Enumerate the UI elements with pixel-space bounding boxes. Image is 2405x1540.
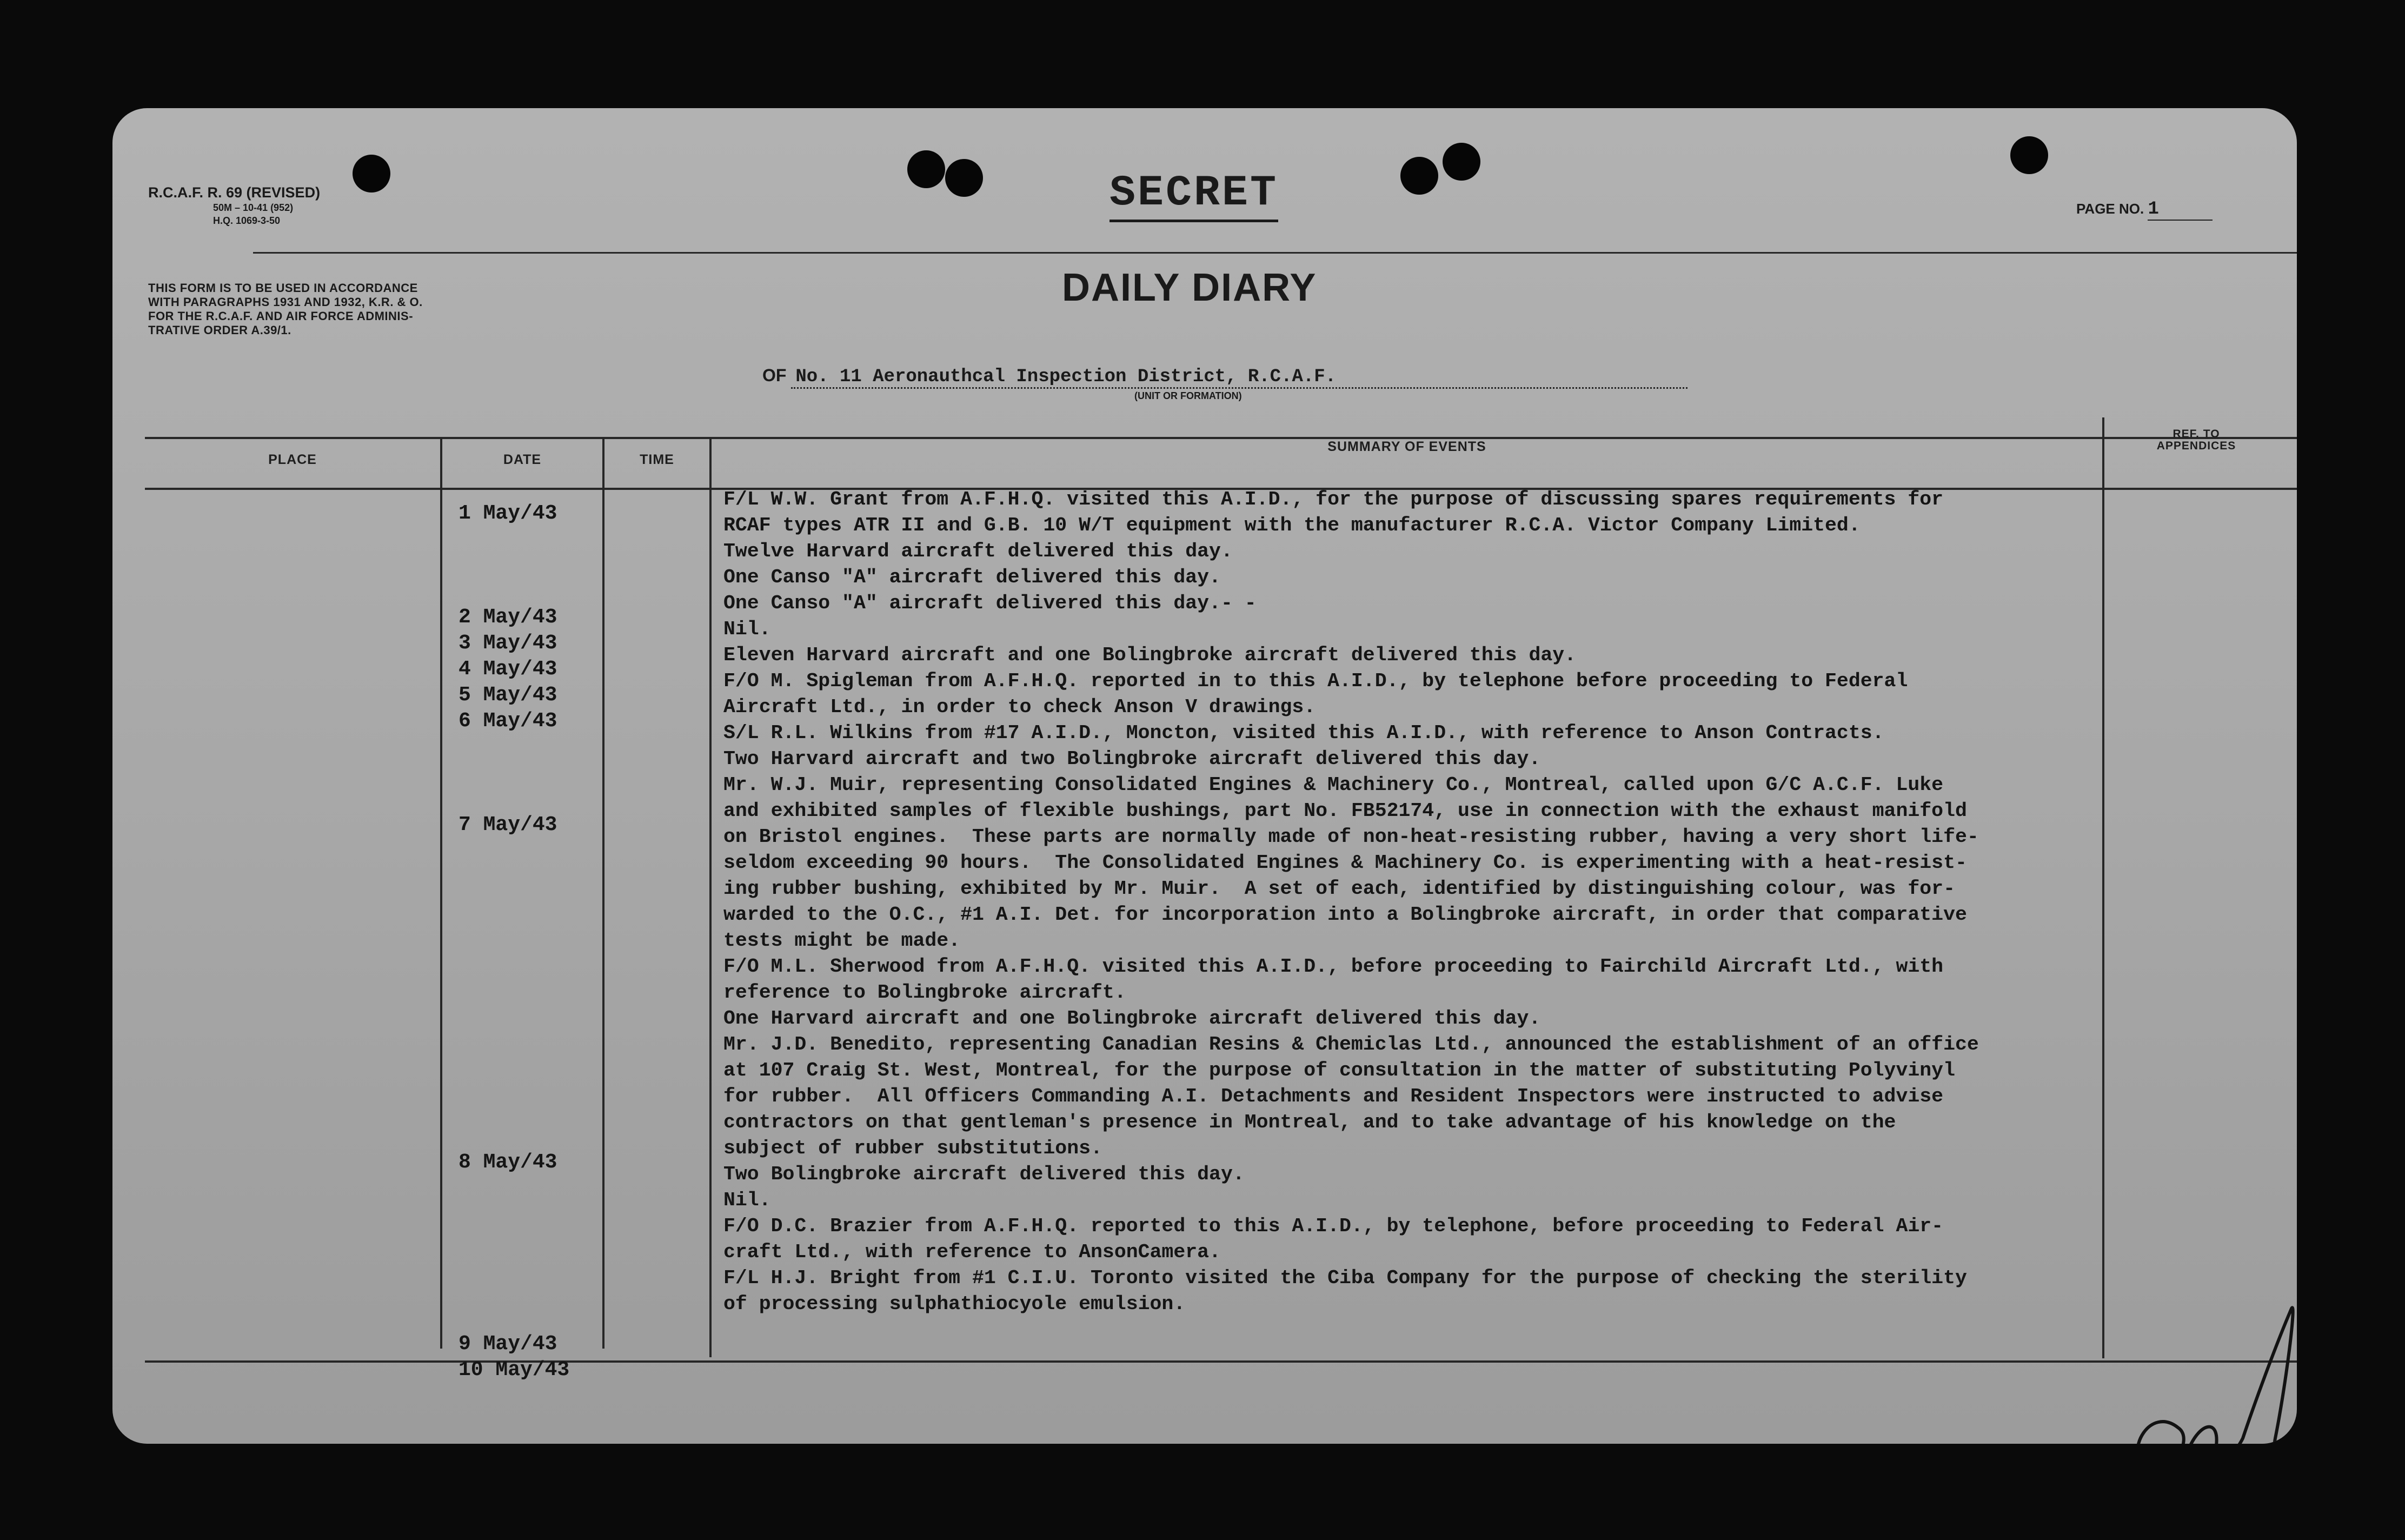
- punch-hole-2: [907, 150, 945, 188]
- event-line: tests might be made.: [723, 930, 961, 952]
- unit-caption: (UNIT OR FORMATION): [1134, 390, 1242, 401]
- punch-hole-3: [945, 159, 983, 197]
- diary-date: [459, 760, 569, 786]
- diary-date: 1 May/43: [459, 502, 557, 525]
- diary-date: 7 May/43: [459, 813, 557, 837]
- diary-date: [459, 579, 569, 605]
- punch-hole-4: [1400, 157, 1438, 195]
- column-header-time: TIME: [640, 452, 674, 467]
- date-column-entries: [459, 501, 569, 1383]
- event-line: S/L R.L. Wilkins from #17 A.I.D., Moncton, visited this A.I.D., with reference to Anson Contracts.: [723, 722, 1884, 744]
- classification-heading: SECRET: [1110, 168, 1278, 222]
- diary-date: 2 May/43: [459, 606, 557, 629]
- diary-date: [459, 1279, 569, 1305]
- event-line: craft Ltd., with reference to AnsonCamera.: [723, 1241, 1221, 1263]
- header-rule: [253, 252, 2297, 254]
- event-line: F/O M.L. Sherwood from A.F.H.Q. visited this A.I.D., before proceeding to Fairchild Aircraft Ltd., with: [723, 955, 1944, 978]
- ref-header-line: REF. TO: [2173, 428, 2220, 440]
- event-line: Mr. J.D. Benedito, representing Canadian Resins & Chemiclas Ltd., announced the establishment of an office: [723, 1033, 1979, 1056]
- diary-date: [459, 1046, 569, 1072]
- diary-date: [459, 994, 569, 1020]
- unit-of-label: OF: [762, 366, 787, 385]
- column-header-summary: SUMMARY OF EVENTS: [1327, 439, 1486, 454]
- event-line: subject of rubber substitutions.: [723, 1137, 1102, 1159]
- event-line: F/O D.C. Brazier from A.F.H.Q. reported to this A.I.D., by telephone, before proceeding to Federal Air-: [723, 1215, 1944, 1237]
- diary-date: 6 May/43: [459, 709, 557, 733]
- column-header-ref-appendices: [2104, 428, 2288, 452]
- event-line: F/O M. Spigleman from A.F.H.Q. reported in to this A.I.D., by telephone before proceeding to Federal: [723, 670, 1908, 692]
- form-print-line: H.Q. 1069-3-50: [213, 215, 281, 226]
- form-print-line: 50M – 10-41 (952): [213, 202, 294, 213]
- diary-date: [459, 838, 569, 864]
- instruction-line: FOR THE R.C.A.F. AND AIR FORCE ADMINIS-: [148, 309, 414, 323]
- diary-date: 10 May/43: [459, 1358, 570, 1382]
- event-line: and exhibited samples of flexible bushings, part No. FB52174, use in connection with the exhaust manifold: [723, 800, 1967, 822]
- event-line: Two Harvard aircraft and two Bolingbroke aircraft delivered this day.: [723, 748, 1541, 770]
- diary-date: [459, 890, 569, 916]
- page-number-label: PAGE NO.: [2076, 201, 2144, 217]
- event-line: One Canso "A" aircraft delivered this day.- -: [723, 592, 1257, 614]
- instruction-line: WITH PARAGRAPHS 1931 AND 1932, K.R. & O.: [148, 295, 423, 309]
- diary-date: [459, 968, 569, 994]
- event-line: One Canso "A" aircraft delivered this day.: [723, 566, 1221, 588]
- event-line: Eleven Harvard aircraft and one Bolingbroke aircraft delivered this day.: [723, 644, 1577, 666]
- event-line: reference to Bolingbroke aircraft.: [723, 981, 1126, 1004]
- event-line: at 107 Craig St. West, Montreal, for the purpose of consultation in the matter of substituting Polyvinyl: [723, 1059, 1955, 1081]
- diary-date: [459, 942, 569, 968]
- event-line: of processing sulphathiocyole emulsion.: [723, 1293, 1186, 1315]
- column-divider-summary: [2102, 417, 2104, 1358]
- diary-date: [459, 553, 569, 579]
- column-header-place: PLACE: [268, 452, 317, 467]
- column-header-date: DATE: [503, 452, 542, 467]
- diary-date: [459, 864, 569, 890]
- event-line: for rubber. All Officers Commanding A.I. Detachments and Resident Inspectors were instructed to advise: [723, 1085, 1944, 1107]
- handwritten-initials: [2113, 1244, 2297, 1444]
- event-line: ing rubber bushing, exhibited by Mr. Muir. A set of each, identified by distinguishing colour, was for-: [723, 878, 1955, 900]
- diary-date: [459, 1098, 569, 1124]
- diary-date: 9 May/43: [459, 1332, 557, 1356]
- event-line: F/L H.J. Bright from #1 C.I.U. Toronto visited the Ciba Company for the purpose of checking the sterility: [723, 1267, 1967, 1289]
- event-line: RCAF types ATR II and G.B. 10 W/T equipment with the manufacturer R.C.A. Victor Company Limited.: [723, 514, 1861, 536]
- diary-date: 8 May/43: [459, 1151, 557, 1174]
- diary-form-sheet: [112, 108, 2297, 1444]
- event-line: F/L W.W. Grant from A.F.H.Q. visited this A.I.D., for the purpose of discussing spares requirements for: [723, 488, 1944, 510]
- form-identifier: [148, 184, 320, 227]
- event-line: Aircraft Ltd., in order to check Anson V drawings.: [723, 696, 1316, 718]
- column-divider-time: [709, 438, 712, 1357]
- diary-date: 3 May/43: [459, 632, 557, 655]
- diary-date: [459, 1176, 569, 1202]
- event-line: Two Bolingbroke aircraft delivered this day.: [723, 1163, 1245, 1185]
- diary-date: 4 May/43: [459, 658, 557, 681]
- punch-hole-6: [2010, 136, 2048, 174]
- punch-hole-1: [353, 155, 390, 192]
- summary-of-events-entries: [723, 487, 1979, 1317]
- diary-date: [459, 1124, 569, 1150]
- form-number: R.C.A.F. R. 69 (REVISED): [148, 184, 321, 201]
- diary-date: [459, 786, 569, 812]
- event-line: Nil.: [723, 618, 771, 640]
- event-line: seldom exceeding 90 hours. The Consolidated Engines & Machinery Co. is experimenting with a heat-resist-: [723, 852, 1967, 874]
- event-line: warded to the O.C., #1 A.I. Det. for incorporation into a Bolingbroke aircraft, in order that comparative: [723, 904, 1967, 926]
- diary-date: [459, 1305, 569, 1331]
- page-title: DAILY DIARY: [1062, 266, 1317, 309]
- event-line: Nil.: [723, 1189, 771, 1211]
- event-line: One Harvard aircraft and one Bolingbroke aircraft delivered this day.: [723, 1007, 1541, 1030]
- diary-date: [459, 527, 569, 553]
- column-divider-place: [440, 438, 442, 1349]
- event-line: contractors on that gentleman's presence in Montreal, and to take advantage of his knowledge on the: [723, 1111, 1896, 1133]
- instruction-line: TRATIVE ORDER A.39/1.: [148, 323, 291, 337]
- unit-value: No. 11 Aeronauthcal Inspection District, R.C.A.F.: [791, 367, 1688, 389]
- punch-hole-5: [1443, 143, 1480, 181]
- form-instructions: [148, 281, 423, 337]
- diary-date: [459, 1227, 569, 1253]
- diary-date: 5 May/43: [459, 683, 557, 707]
- instruction-line: THIS FORM IS TO BE USED IN ACCORDANCE: [148, 281, 418, 295]
- page-number-value: 1: [2148, 199, 2213, 221]
- diary-date: [459, 1072, 569, 1098]
- page-number-field: [2076, 199, 2213, 221]
- diary-date: [459, 1202, 569, 1227]
- diary-date: [459, 1253, 569, 1279]
- column-divider-date: [602, 438, 604, 1349]
- unit-field: [762, 366, 1688, 389]
- event-line: Mr. W.J. Muir, representing Consolidated Engines & Machinery Co., Montreal, called upon G/C A.C.F. Luke: [723, 774, 1944, 796]
- event-line: on Bristol engines. These parts are normally made of non-heat-resisting rubber, having a very short life-: [723, 826, 1979, 848]
- event-line: Twelve Harvard aircraft delivered this day.: [723, 540, 1233, 562]
- diary-date: [459, 916, 569, 942]
- ref-header-line: APPENDICES: [2156, 440, 2236, 452]
- diary-date: [459, 1020, 569, 1046]
- diary-date: [459, 734, 569, 760]
